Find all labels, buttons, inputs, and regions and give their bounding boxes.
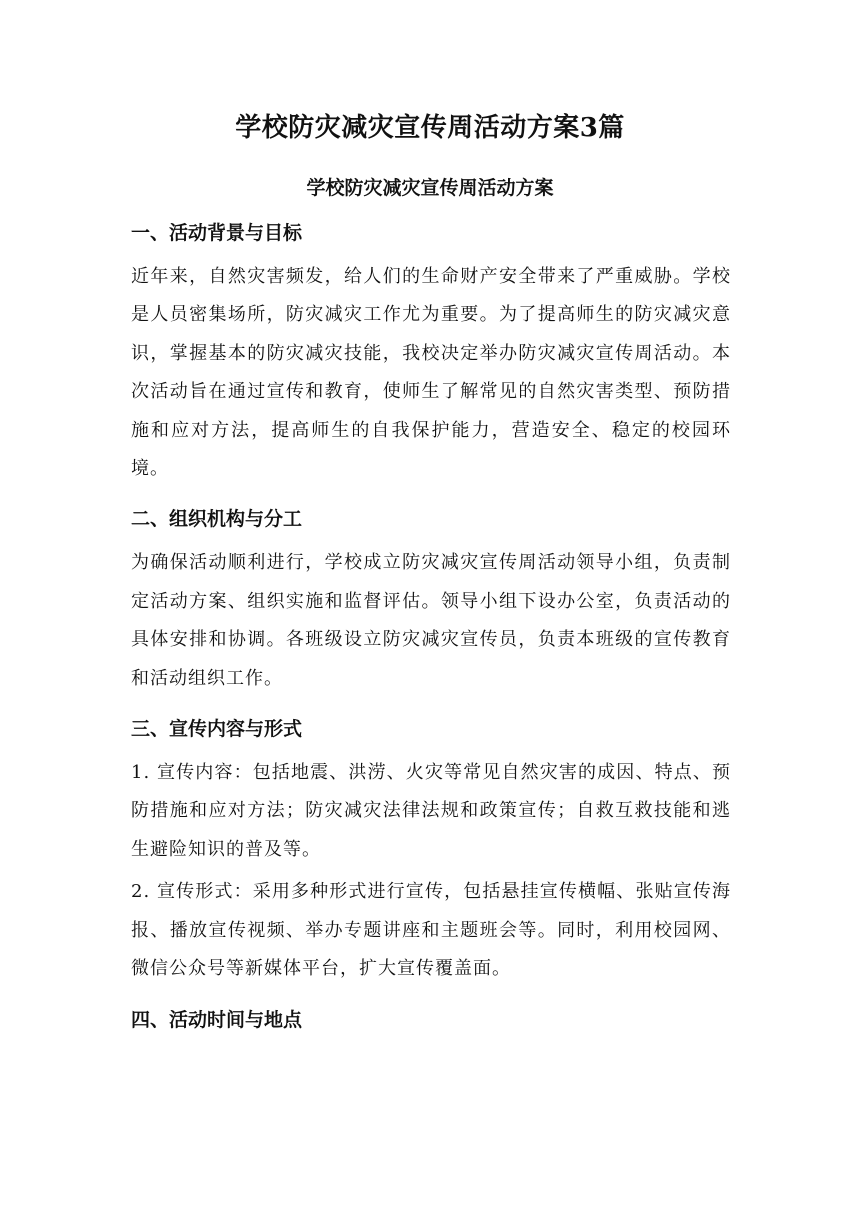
document-body	[131, 214, 731, 1039]
section-heading-background: 一、活动背景与目标	[131, 222, 303, 244]
section-paragraph-content-2: 2. 宣传形式：采用多种形式进行宣传，包括悬挂宣传横幅、张贴宣传海报、播放宣传视频、举办专题讲座和主题班会等。同时，利用校园网、微信公众号等新媒体平台，扩大宣传覆盖面。	[131, 881, 731, 980]
section-paragraph-background: 近年来，自然灾害频发，给人们的生命财产安全带来了严重威胁。学校是人员密集场所，防灾减灾工作尤为重要。为了提高师生的防灾减灾意识，掌握基本的防灾减灾技能，我校决定举办防灾减灾宣传周活动。本次活动旨在通过宣传和教育，使师生了解常见的自然灾害类型、预防措施和应对方法，提高师生的自我保护能力，营造安全、稳定的校园环境。	[131, 266, 731, 480]
section-heading-organization: 二、组织机构与分工	[131, 508, 303, 531]
section-paragraph-content-1: 1. 宣传内容：包括地震、洪涝、火灾等常见自然灾害的成因、特点、预防措施和应对方法；防灾减灾法律法规和政策宣传；自救互救技能和逃生避险知识的普及等。	[131, 762, 731, 860]
document-title: 学校防灾减灾宣传周活动方案3篇	[235, 113, 625, 143]
section-paragraph-organization: 为确保活动顺利进行，学校成立防灾减灾宣传周活动领导小组，负责制定活动方案、组织实施和监督评估。领导小组下设办公室，负责活动的具体安排和协调。各班级设立防灾减灾宣传员，负责本班级的宣传教育和活动组织工作。	[131, 552, 731, 689]
section-heading-time-place: 四、活动时间与地点	[131, 1008, 303, 1031]
document-subtitle: 学校防灾减灾宣传周活动方案	[306, 177, 554, 199]
section-heading-content: 三、宣传内容与形式	[131, 718, 303, 741]
